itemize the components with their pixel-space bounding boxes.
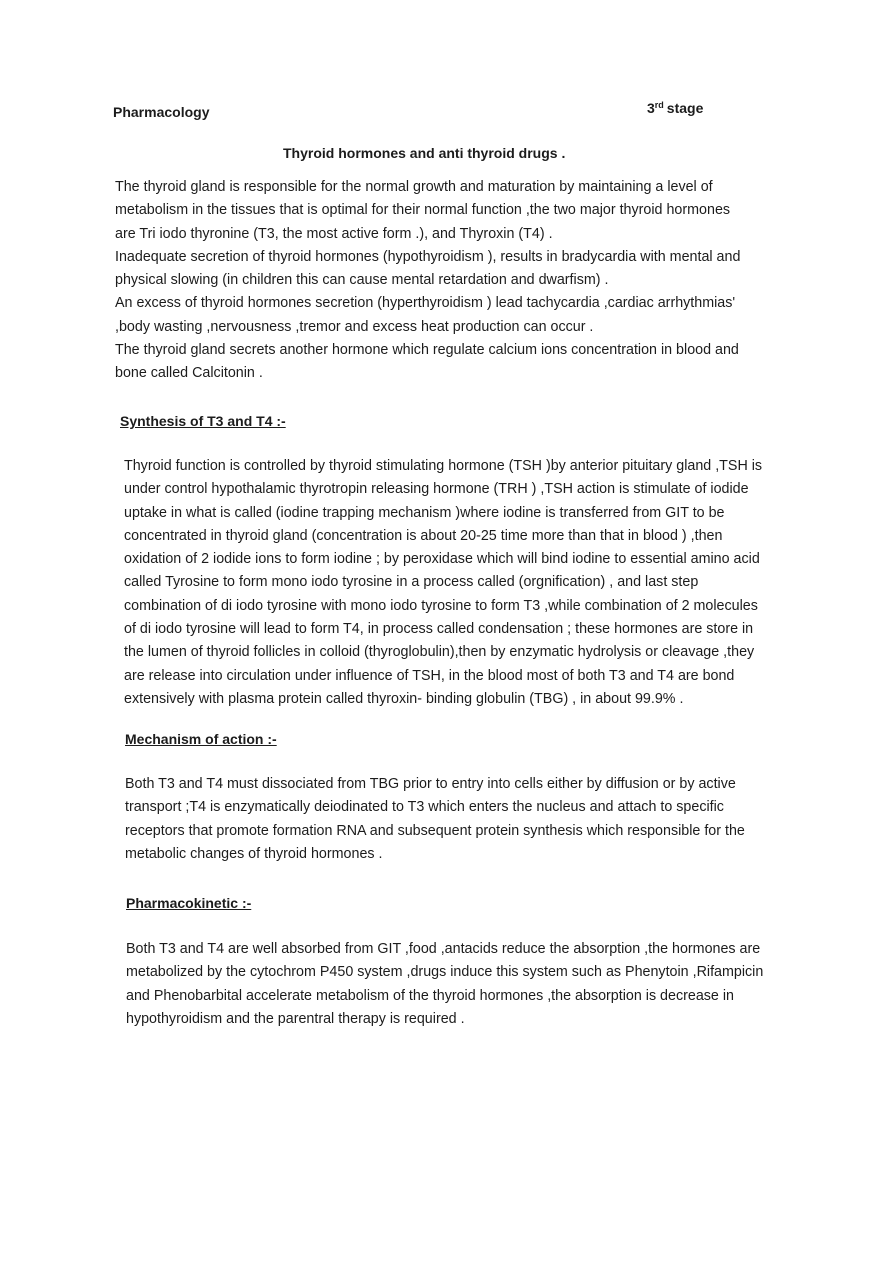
text-line: Thyroid function is controlled by thyroid stimulating hormone (TSH )by anterior pituitary gland ,TSH is (124, 458, 763, 474)
text-line: ,body wasting ,nervousness ,tremor and excess heat production can occur . (115, 318, 594, 335)
text-line: Both T3 and T4 must dissociated from TBG prior to entry into cells either by diffusion or by active (125, 776, 736, 792)
text-line: receptors that promote formation RNA and subsequent protein synthesis which responsible for the (125, 822, 745, 839)
section-heading-synthesis: Synthesis of T3 and T4 :- (120, 413, 286, 429)
text-line: metabolism in the tissues that is optimal for their normal function ,the two major thyroid hormones (115, 202, 731, 219)
text-line: of di iodo tyrosine will lead to form T4, in process called condensation ; these hormones are store in (124, 621, 754, 638)
text-line: hypothyroidism and the parentral therapy is required . (126, 1010, 465, 1027)
text-line: extensively with plasma protein called thyroxin- binding globulin (TBG) , in about 99.9% . (124, 690, 684, 707)
section-heading-mechanism: Mechanism of action :- (125, 731, 277, 747)
text-line: physical slowing (in children this can cause mental retardation and dwarfism) . (115, 272, 609, 289)
stage-word: stage (666, 100, 704, 116)
intro-paragraph (115, 176, 815, 386)
text-line: An excess of thyroid hormones secretion (hyperthyroidism ) lead tachycardia ,cardiac arrhythmias' (115, 295, 736, 312)
stage-label (647, 100, 703, 116)
text-line: combination of di iodo tyrosine with mono iodo tyrosine to form T3 ,while combination of 2 molecules (124, 597, 758, 614)
text-line: metabolized by the cytochrom P450 system ,drugs induce this system such as Phenytoin ,Rifampicin (126, 964, 764, 981)
subject-label: Pharmacology (113, 104, 210, 120)
text-line: oxidation of 2 iodide ions to form iodine ; by peroxidase which will bind iodine to essential amino acid (124, 551, 760, 568)
pharmacokinetic-paragraph (126, 938, 826, 1031)
text-line: Inadequate secretion of thyroid hormones (hypothyroidism ), results in bradycardia with mental and (115, 248, 741, 265)
text-line: the lumen of thyroid follicles in colloid (thyroglobulin),then by enzymatic hydrolysis or cleavage ,they (124, 644, 755, 661)
stage-ordinal-suffix: rd (654, 100, 664, 110)
text-line: called Tyrosine to form mono iodo tyrosine in a process called (orgnification) , and last step (124, 574, 699, 591)
text-line: are release into circulation under influence of TSH, in the blood most of both T3 and T4 are bond (124, 667, 735, 684)
text-line: uptake in what is called (iodine trapping mechanism )where iodine is transferred from GIT to be (124, 504, 725, 521)
section-heading-pharmacokinetic: Pharmacokinetic :- (126, 895, 252, 911)
text-line: transport ;T4 is enzymatically deiodinated to T3 which enters the nucleus and attach to specific (125, 799, 724, 816)
text-line: Both T3 and T4 are well absorbed from GIT ,food ,antacids reduce the absorption ,the hormones are (126, 941, 761, 957)
text-line: The thyroid gland secrets another hormone which regulate calcium ions concentration in blood and (115, 342, 739, 359)
text-line: concentrated in thyroid gland (concentration is about 20-25 time more than that in blood ) ,then (124, 527, 723, 544)
text-line: The thyroid gland is responsible for the normal growth and maturation by maintaining a level of (115, 179, 713, 195)
synthesis-paragraph (124, 455, 824, 711)
text-line: bone called Calcitonin . (115, 365, 263, 382)
page-title: Thyroid hormones and anti thyroid drugs . (283, 145, 566, 161)
stage-number: 3 (647, 100, 655, 116)
text-line: are Tri iodo thyronine (T3, the most active form .), and Thyroxin (T4) . (115, 225, 553, 242)
text-line: metabolic changes of thyroid hormones . (125, 845, 383, 862)
text-line: and Phenobarbital accelerate metabolism of the thyroid hormones ,the absorption is decrease in (126, 987, 734, 1004)
mechanism-paragraph (125, 773, 825, 866)
text-line: under control hypothalamic thyrotropin releasing hormone (TRH ) ,TSH action is stimulate of iodide (124, 481, 749, 498)
